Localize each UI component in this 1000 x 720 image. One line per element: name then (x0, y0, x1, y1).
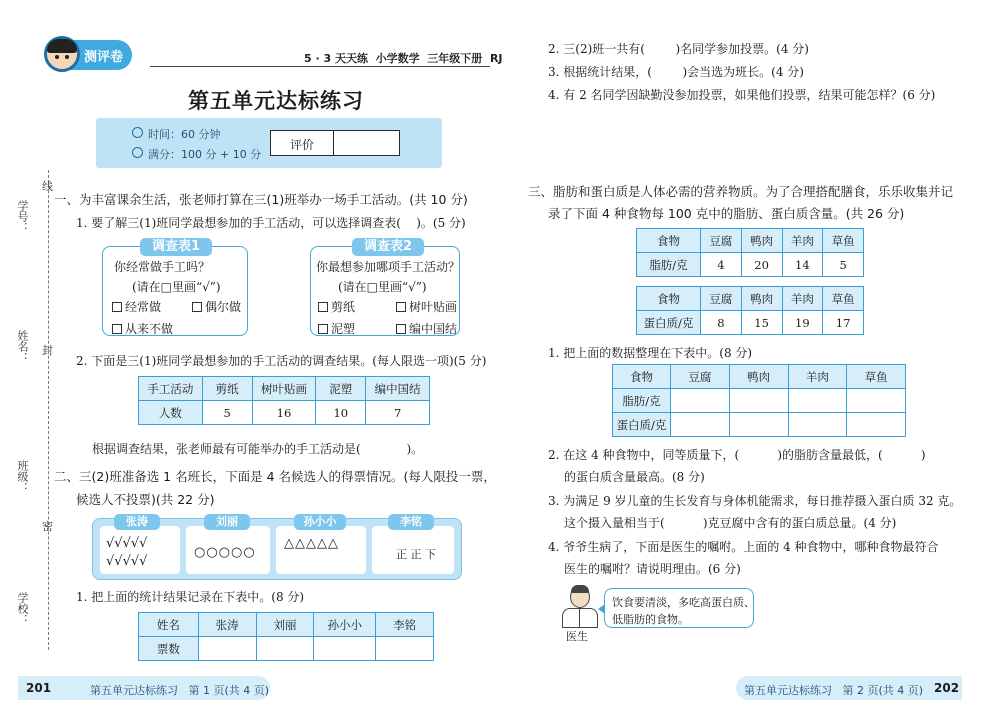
answer-cell[interactable] (256, 637, 314, 661)
full-score: 满分：100 分 + 10 分 (148, 148, 262, 161)
sec3-q1: 1. 把上面的数据整理在下表中。(8 分) (548, 346, 753, 360)
table-header: 羊肉 (782, 287, 823, 311)
margin-xuexiao: 学校： (16, 592, 29, 625)
table-row-label: 脂肪/克 (637, 253, 701, 277)
page-number-left: 201 (26, 681, 52, 695)
score-icon (132, 147, 143, 158)
table-row-label: 蛋白质/克 (613, 413, 671, 437)
table-cell: 7 (366, 401, 430, 425)
table-cell: 4 (701, 253, 742, 277)
checkbox[interactable] (112, 302, 122, 312)
survey2-option-3[interactable]: 泥塑 (318, 320, 355, 337)
tally-liuli: ○○○○○ (194, 545, 256, 560)
section-3-title-line2: 录了下面 4 种食物每 100 克中的脂肪、蛋白质含量。(共 26 分) (548, 206, 905, 221)
table-cell: 17 (823, 311, 864, 335)
survey1-hint: (请在□里画“√”) (132, 280, 221, 294)
survey1-option-3[interactable]: 从来不做 (112, 320, 173, 337)
checkbox[interactable] (396, 302, 406, 312)
votes-table (138, 612, 434, 661)
table-row-label: 人数 (139, 401, 203, 425)
table-header: 手工活动 (139, 377, 203, 401)
answer-cell[interactable] (847, 389, 906, 413)
eval-input[interactable] (334, 132, 398, 154)
sec3-q4-line2: 医生的嘱咐？请说明理由。(6 分) (564, 562, 741, 576)
answer-cell[interactable] (847, 413, 906, 437)
sec2-q2: 2. 三(2)班一共有( )名同学参加投票。(4 分) (548, 42, 809, 56)
checkbox[interactable] (192, 302, 202, 312)
sec2-q4: 4. 有 2 名同学因缺勤没参加投票，如果他们投票，结果可能怎样？(6 分) (548, 88, 936, 102)
page-title: 第五单元达标练习 (188, 88, 364, 113)
checkbox[interactable] (318, 302, 328, 312)
sec3-q3-line1: 3. 为满足 9 岁儿童的生长发育与身体机能需求，每日推荐摄入蛋白质 32 克。 (548, 494, 962, 508)
footer-right-text: 第五单元达标练习 第 2 页(共 4 页) (744, 684, 924, 697)
candidate-name-1: 张涛 (114, 514, 160, 530)
survey1-question: 你经常做手工吗？ (114, 260, 211, 274)
sec3-q2-line1: 2. 在这 4 种食物中，同等质量下，( )的脂肪含量最低，( ) (548, 448, 926, 462)
time-limit: 时间：60 分钟 (148, 128, 221, 141)
sec1-q2: 2. 下面是三(1)班同学最想参加的手工活动的调查结果。(每人限选一项)(5 分) (76, 354, 487, 368)
tally-liming: 正 正 下 (396, 548, 436, 561)
answer-cell[interactable] (671, 389, 730, 413)
section-2-title-line1: 二、三(2)班准备选 1 名班长，下面是 4 名候选人的得票情况。(每人限投一票， (54, 469, 496, 484)
table-header: 豆腐 (701, 229, 742, 253)
answer-cell[interactable] (198, 637, 256, 661)
margin-xian: 线 (42, 180, 53, 193)
survey1-option-1[interactable]: 经常做 (112, 298, 161, 315)
survey-title-2: 调查表2 (352, 238, 424, 256)
header-rule (150, 66, 490, 67)
table-header: 羊肉 (782, 229, 823, 253)
sec3-q4-line1: 4. 爷爷生病了，下面是医生的嘱咐。上面的 4 种食物中，哪种食物最符合 (548, 540, 939, 554)
activity-table (138, 376, 430, 425)
tally-zhangtao-row2: √√√√√ (106, 554, 148, 569)
badge-label: 测评卷 (84, 50, 124, 65)
table-header: 草鱼 (823, 287, 864, 311)
sec2-q3: 3. 根据统计结果，( )会当选为班长。(4 分) (548, 65, 804, 79)
margin-xuehao: 学号： (16, 200, 29, 233)
table-cell: 14 (782, 253, 823, 277)
table-header: 鸭肉 (741, 287, 782, 311)
checkbox[interactable] (396, 324, 406, 334)
table-header: 豆腐 (701, 287, 742, 311)
series-info: 5 · 3 天天练 小学数学 三年级下册 RJ (304, 52, 503, 65)
table-cell: 10 (316, 401, 366, 425)
answer-cell[interactable] (729, 413, 788, 437)
bubble-line2: 低脂肪的食物。 (612, 613, 689, 626)
table-header: 泥塑 (316, 377, 366, 401)
bubble-line1: 饮食要清淡，多吃高蛋白质、 (612, 596, 755, 609)
table-header: 草鱼 (847, 365, 906, 389)
margin-banji: 班级： (16, 460, 29, 493)
doctor-label: 医生 (566, 630, 588, 643)
survey2-option-1[interactable]: 剪纸 (318, 298, 355, 315)
survey2-hint: (请在□里画“√”) (338, 280, 427, 294)
table-cell: 20 (741, 253, 782, 277)
table-cell: 16 (252, 401, 316, 425)
candidate-name-2: 刘丽 (204, 514, 250, 530)
table-header: 豆腐 (671, 365, 730, 389)
doctor-icon (560, 586, 600, 630)
nutrition-blank-table (612, 364, 906, 437)
answer-cell[interactable] (314, 637, 376, 661)
table-header: 刘丽 (256, 613, 314, 637)
margin-feng: 封 (42, 344, 53, 357)
bubble-tail (598, 604, 605, 614)
clock-icon (132, 127, 143, 138)
survey-title-1: 调查表1 (140, 238, 212, 256)
table-header: 剪纸 (202, 377, 252, 401)
table-row-label: 票数 (139, 637, 199, 661)
table-header: 张涛 (198, 613, 256, 637)
section-1-title: 一、为丰富课余生活，张老师打算在三(1)班举办一场手工活动。(共 10 分) (54, 192, 468, 207)
survey2-option-4[interactable]: 编中国结 (396, 320, 457, 337)
table-header: 食物 (637, 287, 701, 311)
table-header: 孙小小 (314, 613, 376, 637)
table-header: 李铭 (376, 613, 434, 637)
table-cell: 15 (741, 311, 782, 335)
table-header: 姓名 (139, 613, 199, 637)
page-number-right: 202 (934, 681, 960, 695)
table-cell: 5 (202, 401, 252, 425)
fat-table (636, 228, 864, 277)
sec2-q1: 1. 把上面的统计结果记录在下表中。(8 分) (76, 590, 305, 604)
answer-cell[interactable] (788, 389, 847, 413)
table-cell: 8 (701, 311, 742, 335)
table-header: 编中国结 (366, 377, 430, 401)
table-header: 食物 (637, 229, 701, 253)
table-header: 树叶贴画 (252, 377, 316, 401)
protein-table (636, 286, 864, 335)
table-header: 羊肉 (788, 365, 847, 389)
table-header: 草鱼 (823, 229, 864, 253)
table-header: 食物 (613, 365, 671, 389)
section-3-title-line1: 三、脂肪和蛋白质是人体必需的营养物质。为了合理搭配膳食，乐乐收集并记 (528, 184, 954, 199)
table-row-label: 脂肪/克 (613, 389, 671, 413)
answer-cell[interactable] (788, 413, 847, 437)
margin-mi: 密 (42, 520, 53, 533)
checkbox[interactable] (318, 324, 328, 334)
eval-label: 评价 (290, 138, 315, 152)
survey1-option-2[interactable]: 偶尔做 (192, 298, 241, 315)
sec3-q2-line2: 的蛋白质含量最高。(8 分) (564, 470, 705, 484)
table-cell: 5 (823, 253, 864, 277)
sec1-q1: 1. 要了解三(1)班同学最想参加的手工活动，可以选择调查表( )。(5 分) (76, 216, 466, 230)
margin-xingming: 姓名： (16, 330, 29, 363)
answer-cell[interactable] (376, 637, 434, 661)
tally-sunxiaoxiao: △△△△△ (284, 536, 339, 551)
section-2-title-line2: 候选人不投票)(共 22 分) (76, 492, 215, 507)
survey2-option-2[interactable]: 树叶贴画 (396, 298, 457, 315)
checkbox[interactable] (112, 324, 122, 334)
tally-zhangtao-row1: √√√√√ (106, 536, 148, 551)
sec3-q3-line2: 这个摄入量相当于( )克豆腐中含有的蛋白质总量。(4 分) (564, 516, 897, 530)
table-header: 鸭肉 (729, 365, 788, 389)
table-cell: 19 (782, 311, 823, 335)
footer-left-text: 第五单元达标练习 第 1 页(共 4 页) (90, 684, 270, 697)
survey2-question: 你最想参加哪项手工活动？ (316, 260, 461, 274)
student-avatar-icon (44, 36, 80, 72)
answer-cell[interactable] (671, 413, 730, 437)
table-header: 鸭肉 (741, 229, 782, 253)
sec1-conclusion: 根据调查结果，张老师最有可能举办的手工活动是( )。 (92, 442, 424, 456)
binding-line (48, 170, 49, 650)
candidate-name-4: 李铭 (388, 514, 434, 530)
answer-cell[interactable] (729, 389, 788, 413)
candidate-name-3: 孙小小 (294, 514, 346, 530)
table-row-label: 蛋白质/克 (637, 311, 701, 335)
